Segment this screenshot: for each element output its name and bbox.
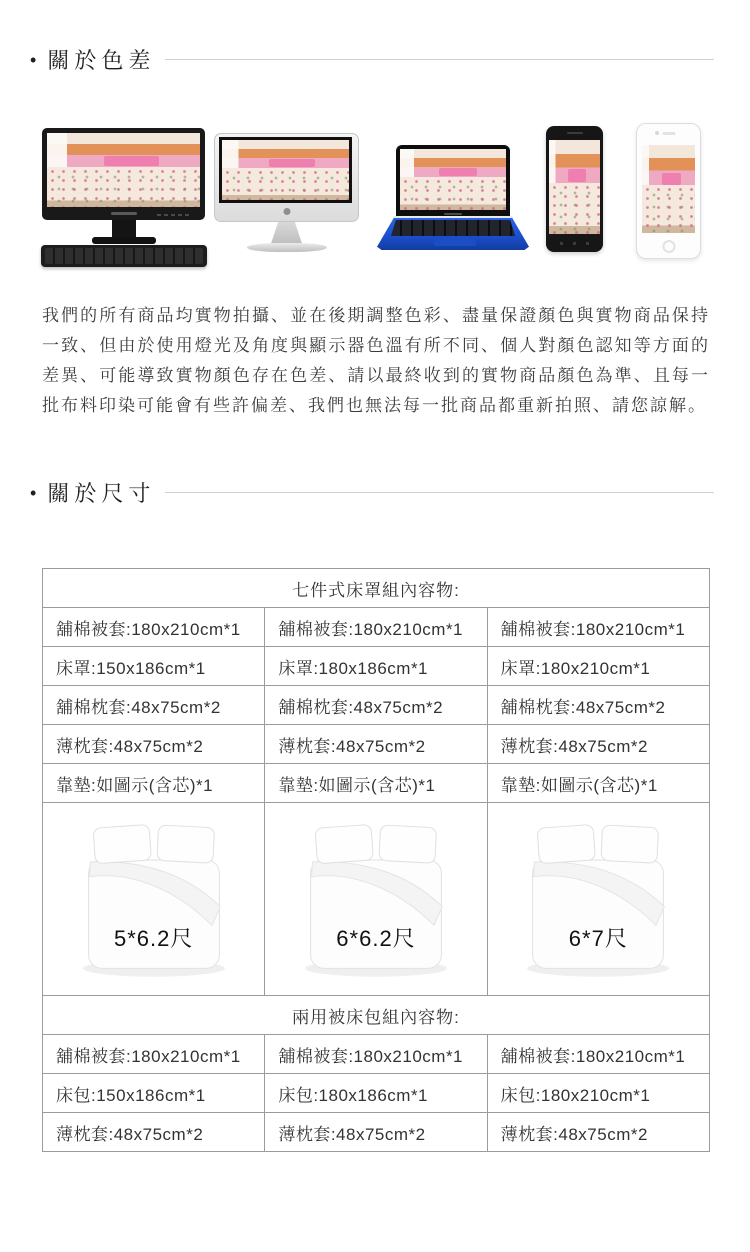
- spec-cell: 床罩:180x210cm*1: [487, 647, 709, 686]
- table-row: [43, 686, 710, 725]
- black-phone-illustration: [546, 126, 603, 252]
- spec-cell: 薄枕套:48x75cm*2: [265, 1113, 487, 1152]
- bedding-photo: [642, 145, 695, 233]
- color-disclaimer-paragraph: 我們的所有商品均實物拍攝、並在後期調整色彩、盡量保證顏色與實物商品保持一致、但由於使用燈光及角度與顯示器色溫有所不同、個人對顏色認知等方面的差異、可能導致實物顏色存在色差、請以最終收到的實物商品顏色為準、且每一批布料印染可能會有些許偏差、我們也無法每一批商品都重新拍照、請您諒解。: [42, 306, 710, 415]
- spec-cell: 床罩:150x186cm*1: [43, 647, 265, 686]
- monitor-logo: [111, 212, 137, 215]
- bed-size-cell: [487, 803, 709, 996]
- laptop-illustration: [377, 145, 529, 255]
- bed-illustration: [499, 813, 697, 991]
- table-row: [43, 996, 710, 1035]
- bed-illustration: [55, 813, 253, 991]
- size-section-title: 關於尺寸: [47, 481, 156, 506]
- spec-cell: 床罩:180x186cm*1: [265, 647, 487, 686]
- bedding-photo: [222, 140, 349, 200]
- spec-cell: 靠墊:如圖示(含芯)*1: [265, 764, 487, 803]
- bed-size-label: 5*6.2尺: [113, 926, 194, 951]
- monitor-buttons: [157, 214, 191, 216]
- imac-stand: [271, 222, 303, 245]
- phone-speaker: [662, 132, 675, 135]
- phone-nav-buttons: [560, 242, 590, 245]
- laptop-screen: [396, 145, 510, 217]
- spec-cell: 薄枕套:48x75cm*2: [487, 725, 709, 764]
- white-phone-illustration: [636, 123, 701, 259]
- heading-rule: [165, 492, 714, 493]
- table-row: [43, 1074, 710, 1113]
- table-row: [43, 569, 710, 608]
- bedding-photo: [400, 149, 506, 210]
- spec-cell: 舖棉被套:180x210cm*1: [265, 608, 487, 647]
- table-row: [43, 1035, 710, 1074]
- spec-cell: 舖棉枕套:48x75cm*2: [43, 686, 265, 725]
- bed-size-label: 6*6.2尺: [336, 926, 416, 951]
- spec-cell: 床包:180x210cm*1: [487, 1074, 709, 1113]
- laptop-logo: [444, 213, 462, 215]
- apple-logo-icon: [283, 208, 290, 215]
- phone-speaker: [567, 132, 583, 134]
- bullet-dot: •: [30, 482, 37, 503]
- bed-size-cell: [43, 803, 265, 996]
- monitor-screen: [42, 128, 205, 220]
- bed-illustration: [277, 813, 475, 991]
- table-row: [43, 725, 710, 764]
- phone-home-button: [662, 240, 675, 253]
- bed-illustration-row: [43, 803, 710, 996]
- table-row: [43, 1113, 710, 1152]
- spec-cell: 舖棉被套:180x210cm*1: [487, 608, 709, 647]
- phone-camera-icon: [655, 131, 659, 135]
- spec-cell: 舖棉被套:180x210cm*1: [265, 1035, 487, 1074]
- spec-cell: 舖棉被套:180x210cm*1: [487, 1035, 709, 1074]
- spec-cell: 舖棉被套:180x210cm*1: [43, 1035, 265, 1074]
- spec-cell: 靠墊:如圖示(含芯)*1: [43, 764, 265, 803]
- spec-cell: 舖棉被套:180x210cm*1: [43, 608, 265, 647]
- bedding-photo: [47, 133, 200, 207]
- bed-size-label: 6*7尺: [568, 926, 628, 951]
- spec-cell: 薄枕套:48x75cm*2: [43, 725, 265, 764]
- spec-cell: 床包:180x186cm*1: [265, 1074, 487, 1113]
- bed-size-cell: [265, 803, 487, 996]
- spec-cell: 靠墊:如圖示(含芯)*1: [487, 764, 709, 803]
- table-row: [43, 647, 710, 686]
- laptop-keyboard: [391, 220, 515, 236]
- size-section-heading: [0, 477, 750, 508]
- color-section-heading: [0, 44, 750, 75]
- imac-screen: [219, 137, 352, 203]
- imac-base: [247, 243, 327, 252]
- spec-cell: 薄枕套:48x75cm*2: [265, 725, 487, 764]
- imac-illustration: [214, 133, 359, 267]
- spec-cell: 舖棉枕套:48x75cm*2: [265, 686, 487, 725]
- set2-section-title: 兩用被床包組內容物:: [43, 996, 710, 1035]
- spec-cell: 舖棉枕套:48x75cm*2: [487, 686, 709, 725]
- laptop-trackpad: [434, 239, 476, 246]
- bullet-dot: •: [30, 49, 37, 70]
- color-section-title: 關於色差: [47, 48, 156, 73]
- heading-rule: [165, 59, 714, 60]
- spec-cell: 薄枕套:48x75cm*2: [43, 1113, 265, 1152]
- monitor-base: [92, 237, 156, 244]
- table-row: [43, 608, 710, 647]
- device-preview-row: [0, 115, 750, 267]
- spec-cell: 床包:150x186cm*1: [43, 1074, 265, 1113]
- set7-section-title: 七件式床罩組內容物:: [43, 569, 710, 608]
- spec-cell: 薄枕套:48x75cm*2: [487, 1113, 709, 1152]
- keyboard-illustration: [41, 245, 207, 267]
- size-spec-table: [42, 568, 710, 1152]
- desktop-monitor-illustration: [40, 128, 208, 267]
- table-row: [43, 764, 710, 803]
- bedding-photo: [549, 140, 600, 234]
